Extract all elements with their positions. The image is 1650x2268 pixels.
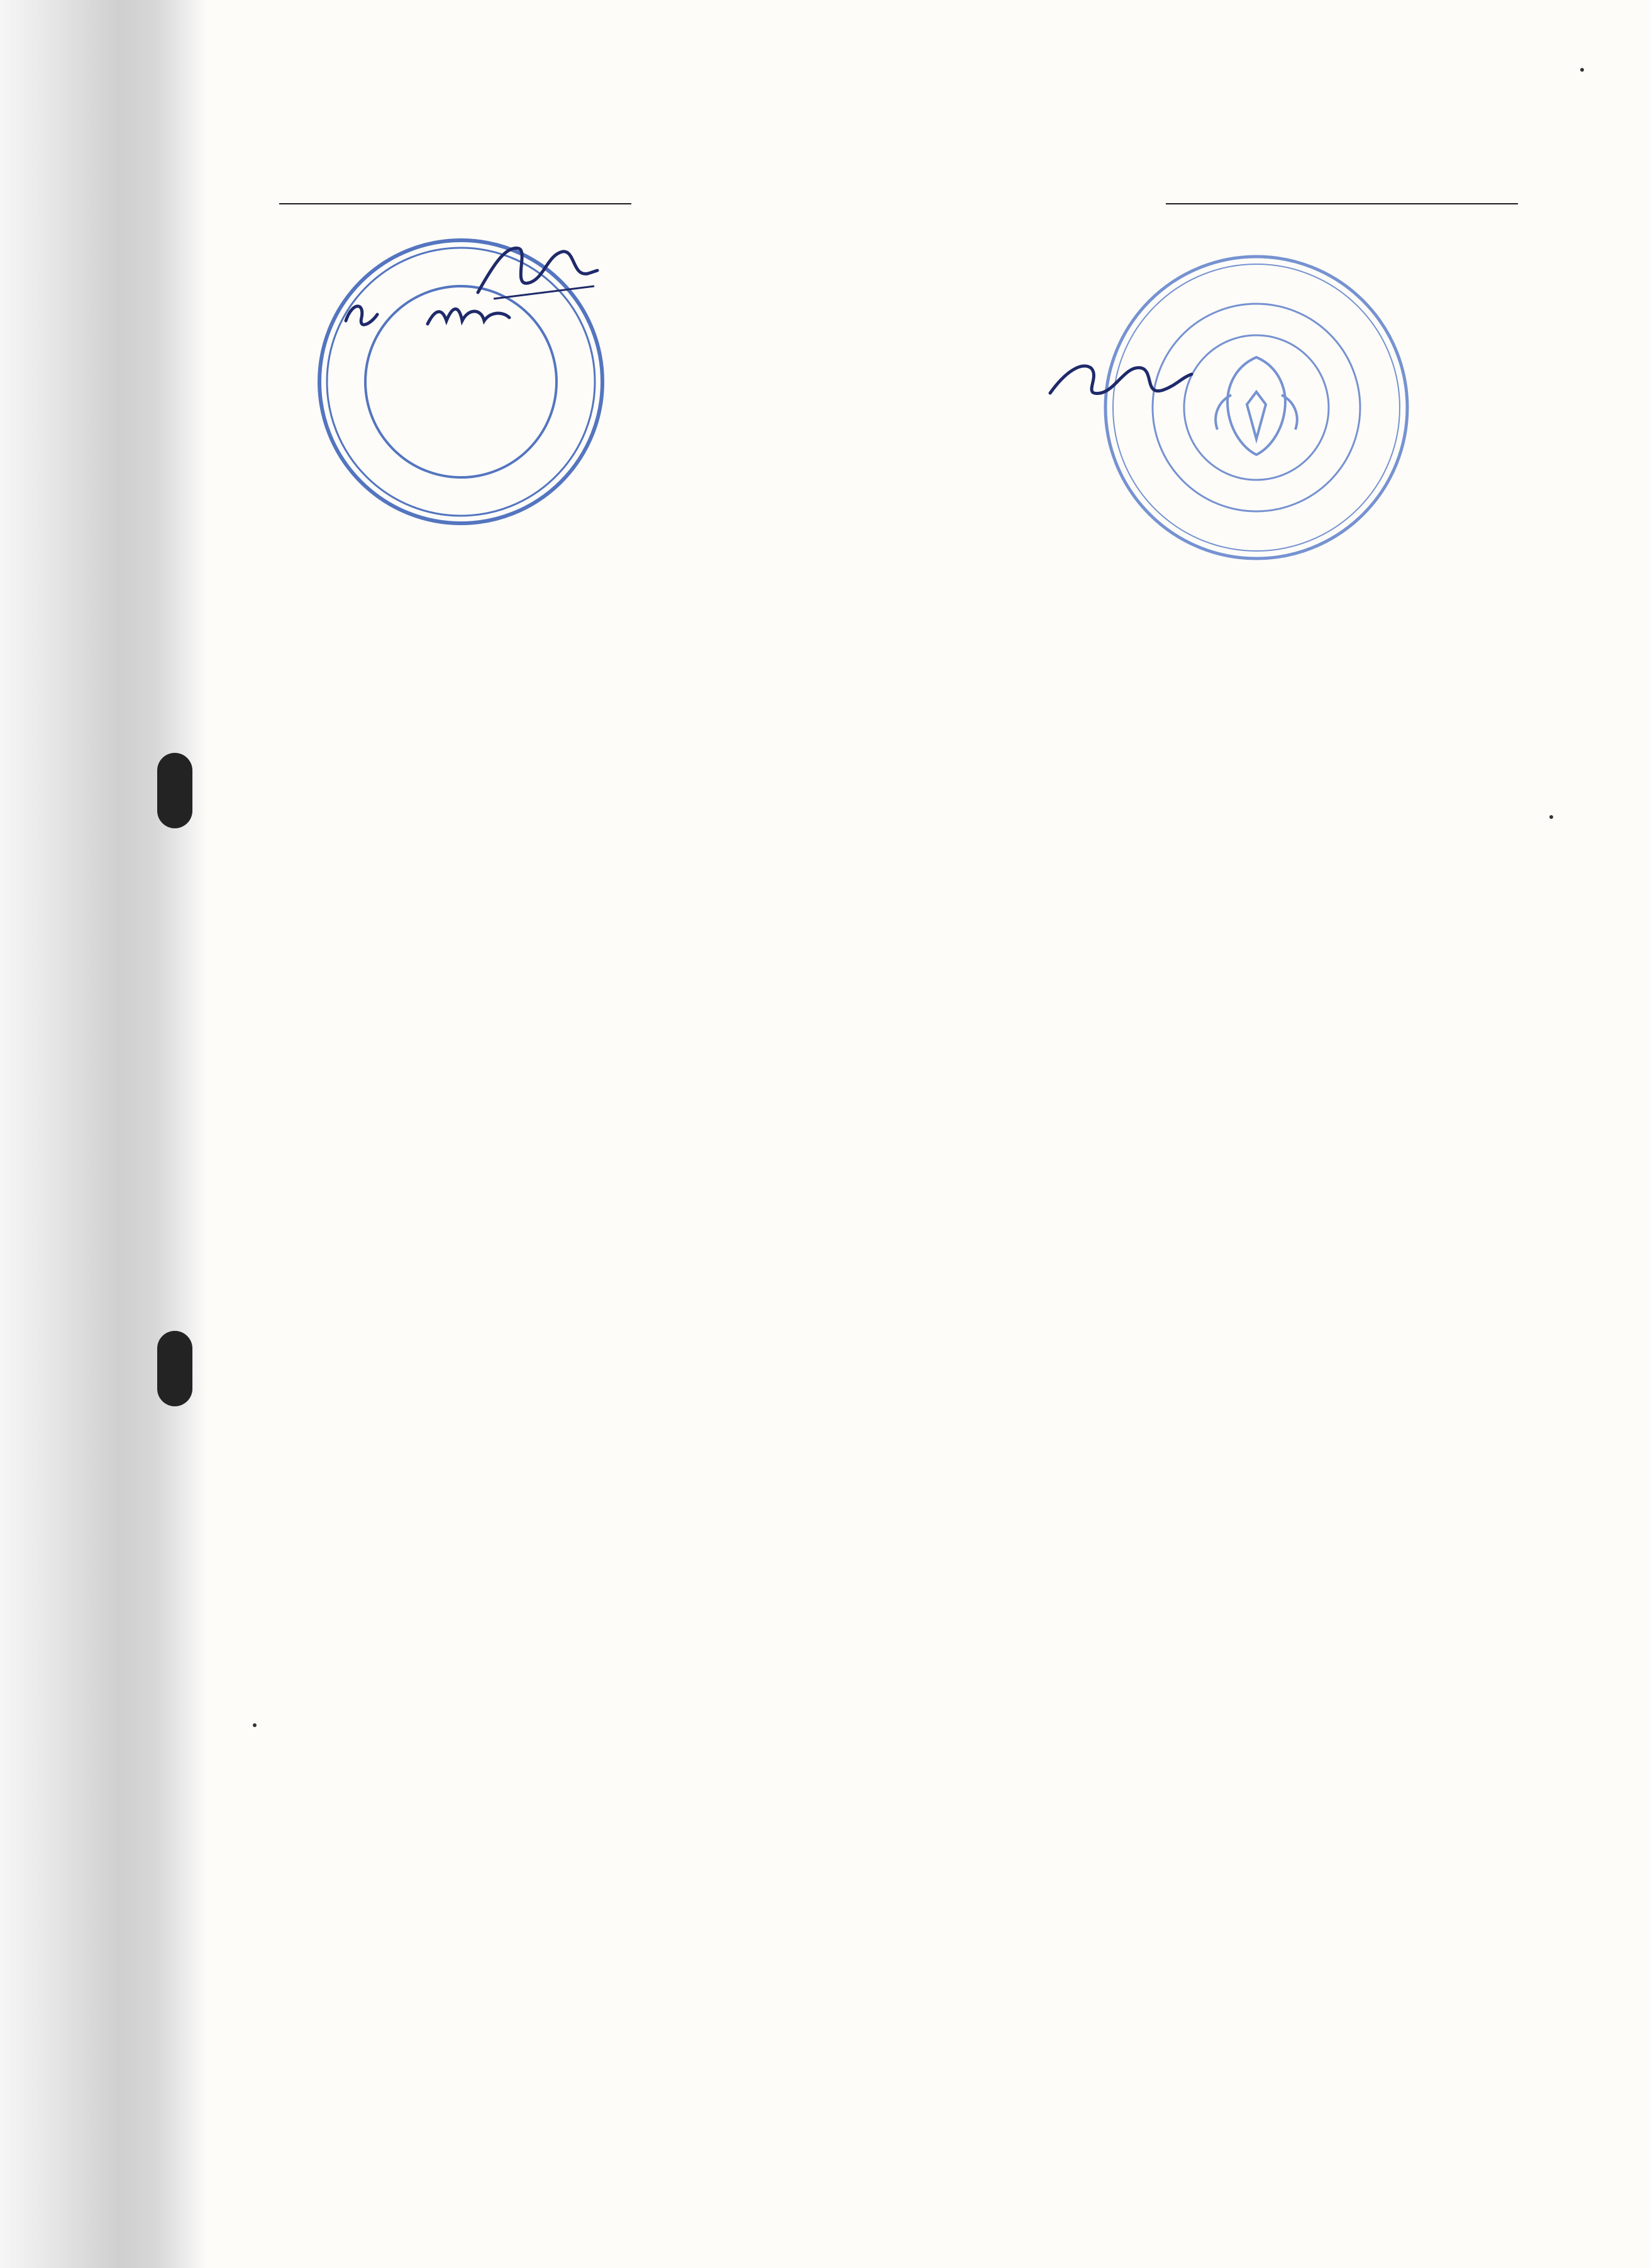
- emblem-icon: [1215, 357, 1297, 455]
- handwritten-date: [302, 277, 528, 346]
- document-body: [279, 731, 1518, 769]
- scan-shadow: [0, 0, 208, 2268]
- speck: [1549, 815, 1553, 819]
- agreed-date: [279, 176, 845, 214]
- speck: [253, 1723, 257, 1727]
- punch-hole-bottom: [157, 1331, 192, 1406]
- agreed-block: [279, 176, 845, 214]
- director-signature: [1038, 340, 1201, 421]
- approved-block: [826, 176, 1518, 214]
- punch-hole-top: [157, 753, 192, 828]
- director-signature-line: [826, 176, 1518, 214]
- speck: [1580, 68, 1584, 72]
